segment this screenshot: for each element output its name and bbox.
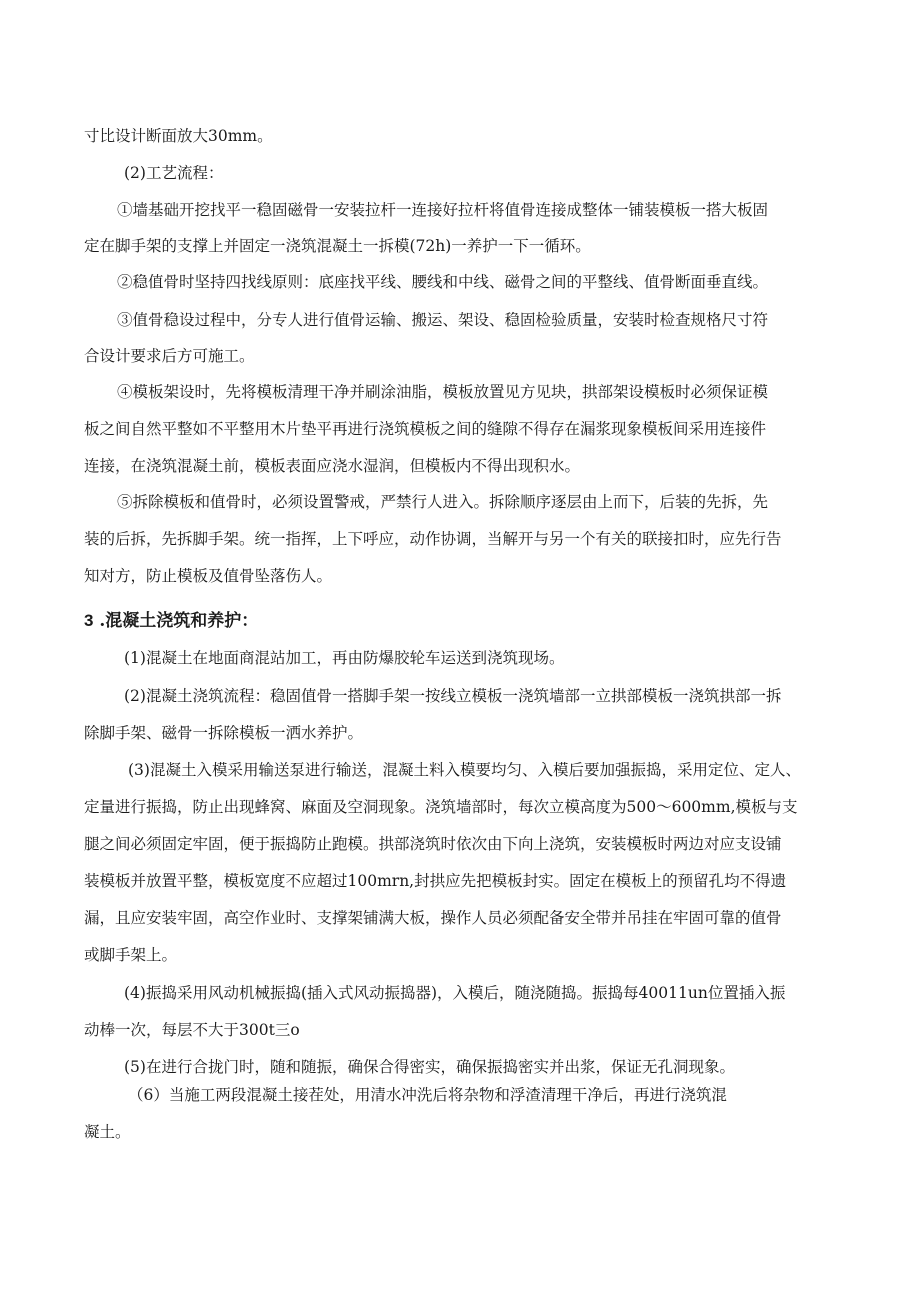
text-line: 合设计要求后方可施工。 [84,347,255,365]
text-line: 凝土。 [84,1123,131,1141]
text-line: 装的后拆，先拆脚手架。统一指挥，上下呼应，动作协调，当解开与另一个有关的联接扣时，应先行告 [84,530,782,548]
text-line: (4)振捣采用风动机械振捣(插入式风动振捣器)，入模后，随浇随捣。振捣每40011un位置插入振 [124,984,786,1002]
text-line: 除脚手架、磁骨一拆除模板一洒水养护。 [84,724,364,742]
text-line: 定量进行振捣，防止出现蜂窝、麻面及空洞现象。浇筑墙部时，每次立模高度为500～600mm,模板与支 [84,798,798,816]
text-line: ⑤拆除模板和值骨时，必须设置警戒，严禁行人进入。拆除顺序逐层由上而下，后装的先拆，先 [117,493,769,511]
text-line: (2)混凝土浇筑流程：稳固值骨一搭脚手架一按线立模板一浇筑墙部一立拱部模板一浇筑拱部一拆 [124,687,782,705]
text-line: 腿之间必须固定牢固，便于振捣防止跑模。拱部浇筑时依次由下向上浇筑，安装模板时两边对应支设铺 [84,835,782,853]
text-line: 动棒一次，每层不大于300t三o [84,1021,300,1039]
text-line: ①墙基础开挖找平一稳固磁骨一安装拉杆一连接好拉杆将值骨连接成整体一铺装模板一搭大板固 [117,201,769,219]
section-heading [84,610,258,632]
text-line: ③值骨稳设过程中，分专人进行值骨运输、搬运、架设、稳固检验质量，安装时检查规格尺寸符 [117,311,769,329]
text-line: 板之间自然平整如不平整用木片垫平再进行浇筑模板之间的缝隙不得存在漏浆现象模板间采用连接件 [84,420,767,438]
text-line: 或脚手架上。 [84,946,178,964]
text-line: (2)工艺流程： [124,164,224,182]
section-title: .混凝土浇筑和养护： [99,611,259,631]
section-number: 3 [84,611,94,630]
text-line: 漏，且应安装牢固，高空作业时、支撑架铺满大板，操作人员必须配备安全带并吊挂在牢固可靠的值骨 [84,909,782,927]
text-line: (3)混凝土入模采用输送泵进行输送，混凝土料入模要均匀、入模后要加强振捣，采用定位、定人、 [128,761,801,779]
text-line: ④模板架设时，先将模板清理干净并刷涂油脂，模板放置见方见块，拱部架设模板时必须保证模 [117,383,769,401]
text-line: (1)混凝土在地面商混站加工，再由防爆胶轮车运送到浇筑现场。 [124,649,565,667]
text-line: 连接，在浇筑混凝土前，模板表面应浇水湿润，但模板内不得出现积水。 [84,457,581,475]
text-line: 知对方，防止模板及值骨坠落伤人。 [84,567,333,585]
text-line: ②稳值骨时坚持四找线原则：底座找平线、腰线和中线、磁骨之间的平整线、值骨断面垂直线。 [117,273,769,291]
text-line: 寸比设计断面放大30mm。 [84,127,273,145]
text-line: (5)在进行合拢门时，随和随振，确保合得密实，确保振捣密实并出浆，保证无孔洞现象。 [124,1058,735,1076]
text-line: 装模板并放置平整，模板宽度不应超过100mrn,封拱应先把模板封实。固定在模板上的预留孔均不得遗 [84,872,787,890]
text-line: 定在脚手架的支撑上并固定一浇筑混凝土一拆模(72h)一养护一下一循环。 [84,237,591,255]
text-line: （6）当施工两段混凝土接茬处，用清水冲洗后将杂物和浮渣清理干净后，再进行浇筑混 [128,1086,727,1104]
